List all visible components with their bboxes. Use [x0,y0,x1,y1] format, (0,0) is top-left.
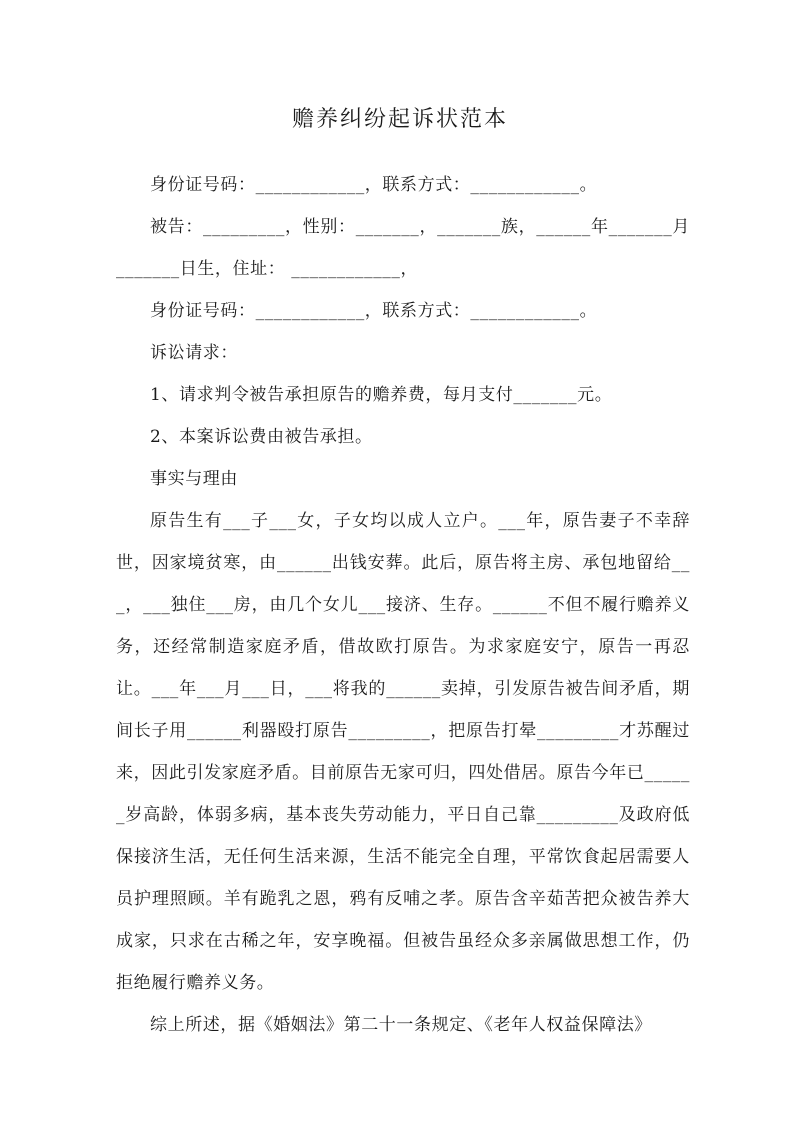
conclusion-paragraph: 综上所述，据《婚姻法》第二十一条规定、《老年人权益保障法》 [150,1015,652,1035]
defendant-id-line: 身份证号码：____________，联系方式：____________。 [150,301,598,321]
plaintiff-id-line: 身份证号码：____________，联系方式：____________。 [150,175,598,195]
facts-paragraph: 原告生有___子___女，子女均以成人立户。___年，原告妻子不幸辞世，因家境贫寒，由______出钱安葬。此后，原告将主房、承包地留给___，___独住___房，由几个女儿___接济、生存。______不但不履行赡养义务，还经常制造家庭矛盾，借故欧打原告。为求家庭安宁，原告一再忍让。___年___月___日，___将我的______卖掉，引发原告被告间矛盾，期间长子用______利器殴打原告_________，把原告打晕_________才苏醒过来，因此引发家庭矛盾。目前原告无家可归，四处借居。原告今年已______岁高龄，体弱多病，基本丧失劳动能力，平日自己靠_________及政府低保接济生活，无任何生活来源，生活不能完全自理，平常饮食起居需要人员护理照顾。羊有跪乳之恩，鸦有反哺之孝。原告含辛茹苦把众被告养大成家，只求在古稀之年，安享晚福。但被告虽经众多亲属做思想工作，仍拒绝履行赡养义务。 [116,511,690,993]
defendant-info-line: 被告：_________，性别：_______，_______族，______年_______月_______日生，住址： ____________， [116,217,690,279]
facts-heading: 事实与理由 [150,469,238,489]
claim-item-1: 1、请求判令被告承担原告的赡养费，每月支付_______元。 [150,385,613,405]
document-body [116,164,690,1046]
claims-heading: 诉讼请求： [150,343,238,363]
document-title: 赡养纠纷起诉状范本 [291,107,508,132]
claim-item-2: 2、本案诉讼费由被告承担。 [150,427,373,447]
